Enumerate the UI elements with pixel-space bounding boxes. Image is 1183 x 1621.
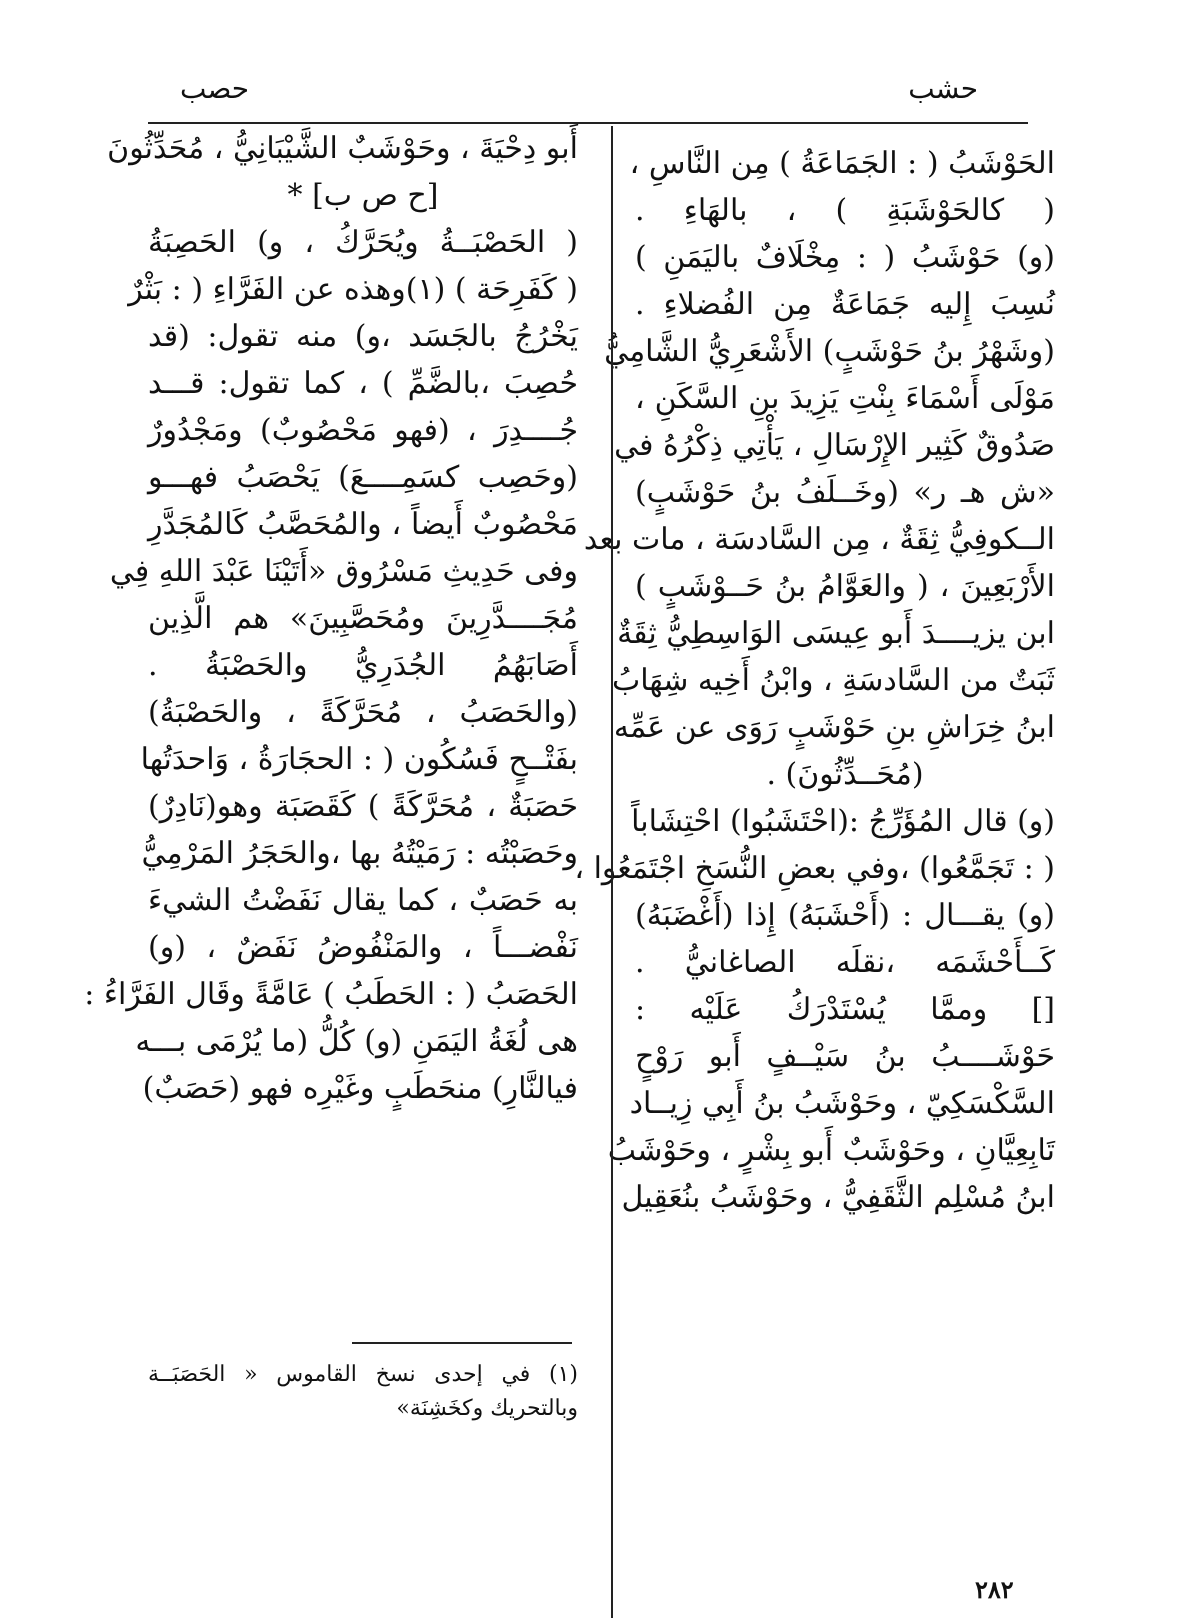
text-line: الأَرْبَعِينَ ، ( والعَوَّامُ بنُ حَــوْشَبٍ ) [635, 569, 1055, 604]
text-line: هى لُغَةُ اليَمَنِ (و) كُلُّ (ما يُرْمَى بـــه [135, 1024, 578, 1059]
text-line: أَصَابَهُمُ الجُدَرِيُّ والحَصْبَةُ . [148, 648, 578, 683]
text-line: الــكوفِيُّ ثِقَةٌ ، مِن السَّادسَة ، مات بعد [583, 522, 1055, 557]
text-line: مَحْصُوبٌ أَيضاً ، والمُحَصَّبُ كَالمُجَدَّرِ [148, 507, 578, 542]
left-column [84, 125, 578, 1112]
running-header-left: حصب [180, 72, 250, 105]
text-line: (مُحَــدِّثُونَ) . [766, 757, 924, 792]
text-line: بفَتْــحٍ فَسُكُون ( : الحجَارَةُ ، وَاحدَتُها [140, 742, 578, 777]
text-line: (وشَهْرُ بنُ حَوْشَبٍ) الأَشْعَرِيُّ الشَّامِيُّ [604, 334, 1055, 369]
text-line: نُسِبَ إِليه جَمَاعَةٌ مِن الفُضلاءِ . [635, 287, 1055, 322]
text-line: تَابِعِيَّانِ ، وحَوْشَبٌ أَبو بِشْرٍ ، وحَوْشَبُ [607, 1133, 1055, 1168]
text-line: مَوْلَى أَسْمَاءَ بِنْتِ يَزِيدَ بنِ السَّكَنِ ، [635, 381, 1055, 416]
text-line: ابنُ خِرَاشِ بنِ حَوْشَبٍ رَوَى عن عَمِّه [613, 710, 1055, 745]
text-line: ابنُ مُسْلِم الثَّقَفِيُّ ، وحَوْشَبُ بنُعَقِيل [621, 1180, 1055, 1215]
text-line: «ش هـ ر» (وخَــلَفُ بنُ حَوْشَبٍ) [635, 475, 1055, 510]
footnote [148, 1358, 578, 1426]
text-line: به حَصَبٌ ، كما يقال نَفَضْتُ الشيءَ [148, 883, 578, 918]
text-line: ابن يزيــــدَ أَبو عِيسَى الوَاسِطِيُّ ثِقَةٌ [617, 616, 1055, 651]
text-line: نَفْضـــاً ، والمَنْفُوضُ نَفَضٌ ، (و) [148, 930, 578, 965]
text-line: ثَبَتٌ من السَّادسَةِ ، وابْنُ أَخِيه شِهَابُ [612, 663, 1055, 698]
text-line: حُصِبَ ،بالضَّمِّ ) ، كما تقول: قـــد [148, 366, 578, 401]
text-line: الحَصَبُ ( : الحَطَبُ ) عَامَّةً وقَال الفَرَّاءُ : [84, 977, 578, 1012]
text-line: (والحَصَبُ ، مُحَرَّكَةً ، والحَصْبَةُ) [148, 695, 578, 730]
text-line: يَخْرُجُ بالجَسَد ،و) منه تقول: (قد [148, 319, 578, 354]
text-line: وحَصَبْتُه : رَمَيْتُهُ بها ،والحَجَرُ المَرْمِيُّ [141, 836, 578, 871]
column-divider [611, 126, 613, 1618]
text-line: (و) يقـــال : (أَحْشَبَهُ) إِذا (أَغْضَبَهُ) [635, 898, 1055, 933]
text-line: وفى حَدِيثِ مَسْرُوق «أَتَيْنَا عَبْدَ اللهِ فِي [109, 554, 578, 589]
text-line: ( الحَصْبَــةُ ويُحَرَّكُ ، و) الحَصِبَةُ [148, 225, 578, 260]
page-number: ٢٨٢ [975, 1575, 1014, 1604]
text-line: صَدُوقٌ كَثِير الإِرْسَالِ ، يَأْتِي ذِكْرُهُ في [614, 428, 1055, 463]
text-line: وبالتحريك وكخَشِنَة» [396, 1396, 578, 1421]
text-line: فيالنَّارِ) منحَطَبٍ وغَيْرِه فهو (حَصَبٌ) [142, 1071, 578, 1106]
text-line: (١) في إحدى نسخ القاموس « الحَصَبَــة [148, 1362, 578, 1387]
right-column [574, 140, 1055, 1221]
text-line: مُجَــــدَّرِينَ ومُحَصَّبِينَ» هم الَّذِين [148, 601, 578, 636]
footnote-rule [352, 1342, 572, 1344]
text-line: حَصَبَةٌ ، مُحَرَّكَةً ) كَقَصَبَة وهو(نَادِرٌ) [148, 789, 578, 824]
text-line: [] وممَّا يُسْتَدْرَكُ عَلَيْه : [635, 992, 1055, 1027]
text-line: (وحَصِب كسَمِــــعَ) يَحْصَبُ فهـــو [148, 460, 578, 495]
text-line: السَّكْسَكِيّ ، وحَوْشَبُ بنُ أَبِي زِيــاد [629, 1086, 1055, 1121]
header-rule [148, 122, 1028, 124]
text-line: (و) حَوْشَبُ ( : مِخْلَافٌ باليَمَنِ ) [635, 240, 1055, 275]
text-line: حَوْشَــــبُ بنُ سَيْــفٍ أَبو رَوْحٍ [635, 1039, 1055, 1074]
text-line: الحَوْشَبُ ( : الجَمَاعَةُ ) مِن النَّاسِ ، [629, 146, 1055, 181]
text-line: ( كالحَوْشَبَةِ ) ، بالهَاءِ . [635, 193, 1055, 228]
text-line: جُــــدِرَ ، (فهو مَحْصُوبٌ) ومَجْدُورٌ [148, 413, 578, 448]
text-line: [ح ص ب] * [287, 178, 439, 213]
text-line: كَــأَحْشَمَه ،نقلَه الصاغانيُّ . [635, 945, 1055, 980]
running-header-right: حشب [908, 72, 978, 105]
text-line: (و) قال المُؤَرِّجُ :(احْتَشَبُوا) احْتِشَاباً [631, 804, 1055, 839]
text-line: ( : تَجَمَّعُوا) ،وفي بعضِ النُّسَخِ اجْتَمَعُوا ، [574, 851, 1055, 886]
text-line: أَبو دِحْيَةَ ، وحَوْشَبٌ الشَّيْبَانِيُّ ، مُحَدِّثُونَ [107, 131, 578, 166]
text-line: ( كَفَرِحَة ) (١)وهذه عن الفَرَّاءِ ( : بَثْرٌ [128, 272, 578, 307]
